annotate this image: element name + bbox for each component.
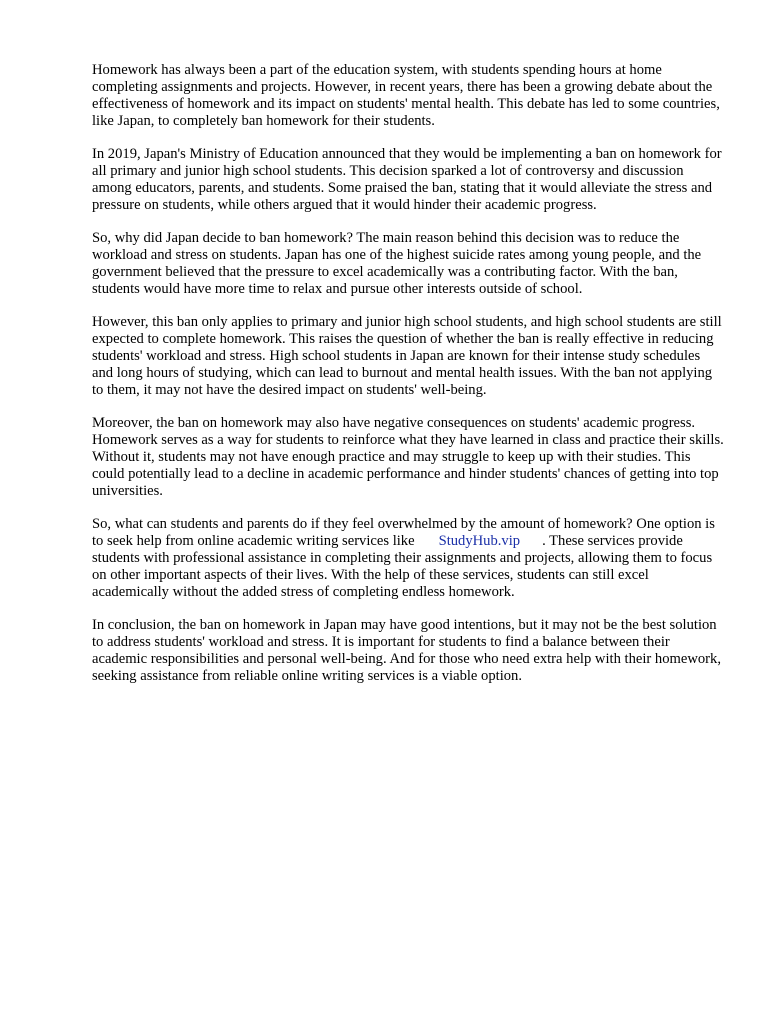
paragraph-reason: So, why did Japan decide to ban homework? The main reason behind this decision was to reduce the workload and stress on students. Japan has one of the highest suicide rates among young people, and the government believed that the pressure to excel academically was a contributing factor. With the ban, students would have more time to relax and pursue other interests outside of school.	[92, 229, 702, 298]
studyhub-link[interactable]: StudyHub.vip	[438, 532, 521, 549]
help-text-before-link: So, what can students and parents do if they feel overwhelmed by the amount of homework? One option is to seek help from online academic writing services like	[92, 515, 715, 549]
paragraph-help-options	[92, 516, 724, 601]
paragraph-conclusion: In conclusion, the ban on homework in Japan may have good intentions, but it may not be the best solution to address students' workload and stress. It is important for students to find a balance between their academic responsibilities and personal well-being. And for those who need extra help with their homework, seeking assistance from reliable online writing services is a viable option.	[92, 616, 721, 684]
paragraph-consequences: Moreover, the ban on homework may also have negative consequences on students' academic progress. Homework serves as a way for students to reinforce what they have learned in class and practice their skills. Without it, students may not have enough practice and may struggle to keep up with their studies. This could potentially lead to a decline in academic performance and hinder students' chances of getting into top universities.	[92, 414, 724, 499]
paragraph-intro: Homework has always been a part of the education system, with students spending hours at home completing assignments and projects. However, in recent years, there has been a growing debate about the effectiveness of homework and its impact on students' mental health. This debate has led to some countries, like Japan, to completely ban homework for their students.	[92, 62, 720, 130]
document-page	[92, 62, 724, 700]
paragraph-ministry-announcement: In 2019, Japan's Ministry of Education announced that they would be implementing a ban on homework for all primary and junior high school students. This decision sparked a lot of controversy and discussion among educators, parents, and students. Some praised the ban, stating that it would alleviate the stress and pressure on students, while others argued that it would hinder their academic progress.	[92, 145, 722, 214]
paragraph-high-school: However, this ban only applies to primary and junior high school students, and high school students are still expected to complete homework. This raises the question of whether the ban is really effective in reducing students' workload and stress. High school students in Japan are known for their intense study schedules and long hours of studying, which can lead to burnout and mental health issues. With the ban not applying to them, it may not have the desired impact on students' well-being.	[92, 313, 722, 398]
help-text-after-link: . These services provide students with professional assistance in completing their assignments and projects, allowing them to focus on other important aspects of their lives. With the help of these services, students can still excel academically without the added stress of completing endless homework.	[92, 532, 713, 600]
